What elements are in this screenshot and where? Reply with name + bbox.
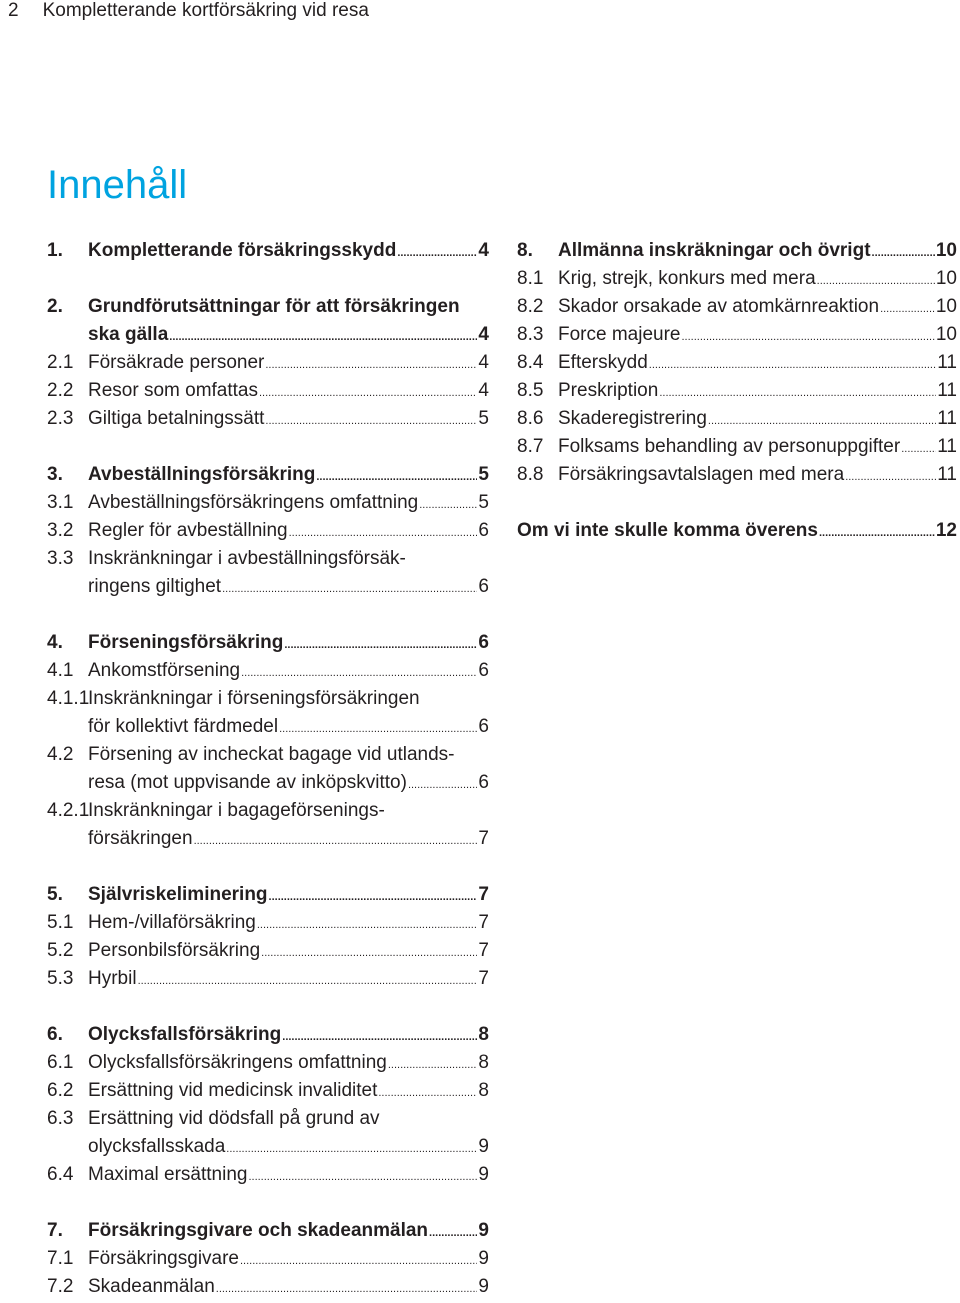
toc-entry-page: 7 — [478, 940, 489, 961]
toc-entry-number: 3.3 — [47, 548, 74, 569]
toc-entry-title: Folksams behandling av personuppgifter — [558, 436, 901, 457]
toc-entry[interactable] — [47, 461, 489, 489]
toc-entry-page: 10 — [935, 296, 957, 317]
toc-section — [47, 461, 489, 601]
toc-section — [47, 237, 489, 265]
toc-entry-number: 4.1.1 — [47, 688, 90, 709]
toc-entry-page: 6 — [478, 632, 489, 653]
toc-entry-page: 7 — [478, 884, 489, 905]
toc-entry-title: Försäkringsgivare och skadeanmälan — [88, 1220, 429, 1241]
toc-entry-title: Skaderegistrering — [558, 408, 707, 429]
toc-entry[interactable] — [47, 713, 489, 741]
dot-leader — [682, 321, 935, 349]
toc-entry[interactable] — [47, 1077, 489, 1105]
toc-entry-number: 8.3 — [517, 324, 544, 345]
toc-entry[interactable] — [47, 741, 489, 769]
toc-entry-title: Allmänna inskräkningar och övrigt — [558, 240, 871, 261]
toc-entry[interactable] — [47, 769, 489, 797]
toc-entry-title: Krig, strejk, konkurs med mera — [558, 268, 816, 289]
toc-entry-page: 11 — [937, 464, 957, 485]
toc-entry-page: 8 — [478, 1052, 489, 1073]
toc-entry-title: Maximal ersättning — [88, 1164, 248, 1185]
toc-entry-number: 7.1 — [47, 1248, 74, 1269]
toc-entry-page: 9 — [478, 1276, 489, 1297]
toc-entry-number: 8.5 — [517, 380, 544, 401]
toc-entry[interactable] — [517, 237, 957, 265]
toc-entry-number: 4.1 — [47, 660, 74, 681]
toc-entry-title: Kompletterande försäkringsskydd — [88, 240, 397, 261]
toc-entry-number: 8.1 — [517, 268, 544, 289]
dot-leader — [408, 769, 477, 797]
toc-entry-page: 4 — [478, 240, 489, 261]
toc-entry-title: Force majeure — [558, 324, 681, 345]
dot-leader — [216, 1273, 478, 1301]
toc-entry[interactable] — [517, 293, 957, 321]
toc-entry-page: 10 — [935, 268, 957, 289]
toc-title: Innehåll — [47, 163, 188, 207]
dot-leader — [284, 629, 477, 657]
dot-leader — [289, 517, 478, 545]
toc-entry[interactable] — [47, 489, 489, 517]
toc-entry-title: Hem-/villaförsäkring — [88, 912, 256, 933]
toc-entry-page: 6 — [478, 520, 489, 541]
toc-entry-title: Inskränkningar i avbeställningsförsäk- — [88, 548, 406, 569]
toc-entry-number: 3. — [47, 464, 63, 485]
toc-entry-page: 11 — [937, 380, 957, 401]
toc-entry-page: 6 — [478, 576, 489, 597]
dot-leader — [708, 405, 936, 433]
toc-entry[interactable] — [47, 797, 489, 825]
toc-entry-title: Ersättning vid medicinsk invaliditet — [88, 1080, 378, 1101]
toc-entry-title: Skador orsakade av atomkärnreaktion — [558, 296, 880, 317]
toc-entry-number: 8.6 — [517, 408, 544, 429]
dot-leader — [241, 657, 477, 685]
toc-entry[interactable] — [517, 405, 957, 433]
dot-leader — [282, 1021, 477, 1049]
dot-leader — [316, 461, 477, 489]
toc-entry[interactable] — [517, 377, 957, 405]
dot-leader — [817, 265, 935, 293]
toc-entry-number: 3.1 — [47, 492, 74, 513]
dot-leader — [261, 937, 477, 965]
toc-entry-page: 4 — [478, 324, 489, 345]
toc-entry-number: 5.1 — [47, 912, 74, 933]
toc-entry-title: resa (mot uppvisande av inköpskvitto) — [88, 772, 407, 793]
toc-entry-title: Grundförutsättningar för att försäkringen — [88, 296, 460, 317]
dot-leader — [845, 461, 936, 489]
toc-entry-page: 12 — [935, 520, 957, 541]
toc-entry-number: 2.2 — [47, 380, 74, 401]
toc-entry-title: Självriskeliminering — [88, 884, 268, 905]
toc-entry-page: 4 — [478, 380, 489, 401]
toc-entry-title: Personbilsförsäkring — [88, 940, 261, 961]
dot-leader — [659, 377, 936, 405]
toc-entry[interactable] — [47, 1133, 489, 1161]
running-header — [8, 0, 369, 22]
dot-leader — [240, 1245, 477, 1273]
toc-entry[interactable] — [47, 237, 489, 265]
toc-entry-page: 9 — [478, 1220, 489, 1241]
toc-entry-title: Olycksfallsförsäkring — [88, 1024, 282, 1045]
toc-entry-number: 6.2 — [47, 1080, 74, 1101]
toc-entry-page: 9 — [478, 1164, 489, 1185]
dot-leader — [279, 713, 477, 741]
toc-entry[interactable] — [47, 545, 489, 573]
dot-leader — [649, 349, 937, 377]
dot-leader — [269, 881, 478, 909]
dot-leader — [226, 1133, 477, 1161]
toc-entry-number: 6.3 — [47, 1108, 74, 1129]
toc-entry-page: 8 — [478, 1080, 489, 1101]
toc-entry-number: 7.2 — [47, 1276, 74, 1297]
toc-entry-number: 6. — [47, 1024, 63, 1045]
toc-entry-page: 6 — [478, 660, 489, 681]
toc-entry-title: Ankomstförsening — [88, 660, 241, 681]
toc-entry-page: 10 — [935, 324, 957, 345]
toc-section — [47, 1217, 489, 1301]
toc-entry-title: Skadeanmälan — [88, 1276, 215, 1297]
toc-entry-number: 8. — [517, 240, 533, 261]
toc-entry-title: Om vi inte skulle komma överens — [517, 520, 818, 541]
toc-entry-number: 3.2 — [47, 520, 74, 541]
toc-entry-title: Hyrbil — [88, 968, 137, 989]
toc-entry[interactable] — [47, 965, 489, 993]
dot-leader — [194, 825, 478, 853]
toc-entry-page: 4 — [478, 352, 489, 373]
toc-section — [47, 1021, 489, 1189]
toc-entry-title: Försäkrade personer — [88, 352, 265, 373]
toc-entry-number: 2. — [47, 296, 63, 317]
dot-leader — [138, 965, 478, 993]
dot-leader — [257, 909, 478, 937]
toc-entry-title: ringens giltighet — [88, 576, 222, 597]
toc-entry-number: 4. — [47, 632, 63, 653]
toc-entry-title: försäkringen — [88, 828, 193, 849]
toc-entry[interactable] — [517, 461, 957, 489]
toc-section — [47, 293, 489, 433]
toc-entry-title: Försäkringsavtalslagen med mera — [558, 464, 845, 485]
toc-entry-title: Avbeställningsförsäkringens omfattning — [88, 492, 419, 513]
toc-entry-title: Regler för avbeställning — [88, 520, 288, 541]
toc-entry[interactable] — [47, 377, 489, 405]
toc-entry-page: 9 — [478, 1248, 489, 1269]
toc-entry-number: 6.1 — [47, 1052, 74, 1073]
toc-entry[interactable] — [47, 1021, 489, 1049]
toc-section — [517, 237, 957, 489]
page-number: 2 — [8, 0, 19, 21]
dot-leader — [901, 433, 936, 461]
toc-entry[interactable] — [47, 881, 489, 909]
toc-entry[interactable] — [47, 909, 489, 937]
toc-entry-page: 5 — [478, 464, 489, 485]
toc-entry[interactable] — [47, 349, 489, 377]
toc-entry-number: 5.3 — [47, 968, 74, 989]
dot-leader — [419, 489, 477, 517]
toc-entry[interactable] — [47, 629, 489, 657]
toc-entry-title: Inskränkningar i bagageförsenings- — [88, 800, 385, 821]
toc-entry-title: olycksfallsskada — [88, 1136, 226, 1157]
toc-entry-number: 4.2 — [47, 744, 74, 765]
dot-leader — [388, 1049, 478, 1077]
toc-entry[interactable] — [47, 293, 489, 321]
toc-entry[interactable] — [47, 321, 489, 349]
toc-entry[interactable] — [517, 321, 957, 349]
toc-entry-number: 7. — [47, 1220, 63, 1241]
toc-entry[interactable] — [47, 825, 489, 853]
toc-entry[interactable] — [47, 1161, 489, 1189]
toc-entry-title: Försäkringsgivare — [88, 1248, 239, 1269]
toc-entry-page: 7 — [478, 828, 489, 849]
dot-leader — [259, 377, 477, 405]
toc-entry-title: ska gälla — [88, 324, 169, 345]
toc-entry-number: 8.2 — [517, 296, 544, 317]
running-title: Kompletterande kortförsäkring vid resa — [42, 0, 369, 21]
toc-entry-page: 8 — [478, 1024, 489, 1045]
toc-entry[interactable] — [47, 405, 489, 433]
toc-entry-number: 5.2 — [47, 940, 74, 961]
dot-leader — [169, 321, 477, 349]
toc-entry-number: 2.3 — [47, 408, 74, 429]
dot-leader — [397, 237, 477, 265]
toc-entry-title: Olycksfallsförsäkringens omfattning — [88, 1052, 387, 1073]
toc-entry-page: 11 — [937, 436, 957, 457]
toc-section — [47, 629, 489, 853]
toc-entry-title: Avbeställningsförsäkring — [88, 464, 316, 485]
toc-entry-number: 8.4 — [517, 352, 544, 373]
toc-entry[interactable] — [47, 657, 489, 685]
toc-entry-number: 8.8 — [517, 464, 544, 485]
toc-entry[interactable] — [47, 685, 489, 713]
toc-entry-title: Ersättning vid dödsfall på grund av — [88, 1108, 380, 1129]
toc-entry[interactable] — [47, 1049, 489, 1077]
toc-entry-number: 4.2.1 — [47, 800, 90, 821]
toc-entry-page: 6 — [478, 772, 489, 793]
dot-leader — [819, 517, 935, 545]
toc-entry-page: 11 — [937, 408, 957, 429]
toc-entry-page: 7 — [478, 912, 489, 933]
dot-leader — [248, 1161, 477, 1189]
toc-section — [47, 881, 489, 993]
toc-entry[interactable] — [517, 265, 957, 293]
toc-entry-title: Försening av incheckat bagage vid utlands- — [88, 744, 455, 765]
toc-entry-page: 5 — [478, 408, 489, 429]
dot-leader — [378, 1077, 477, 1105]
toc-entry-title: för kollektivt färdmedel — [88, 716, 279, 737]
toc-entry[interactable] — [517, 433, 957, 461]
toc-entry-title: Resor som omfattas — [88, 380, 258, 401]
toc-entry-number: 6.4 — [47, 1164, 74, 1185]
toc-entry-page: 6 — [478, 716, 489, 737]
toc-entry-number: 1. — [47, 240, 63, 261]
toc-entry-page: 10 — [935, 240, 957, 261]
toc-entry[interactable] — [517, 517, 957, 545]
toc-entry[interactable] — [47, 517, 489, 545]
toc-entry[interactable] — [517, 349, 957, 377]
toc-entry-page: 9 — [478, 1136, 489, 1157]
toc-entry[interactable] — [47, 1273, 489, 1301]
toc-entry-title: Giltiga betalningssätt — [88, 408, 265, 429]
dot-leader — [872, 237, 935, 265]
dot-leader — [265, 405, 477, 433]
toc-entry-number: 2.1 — [47, 352, 74, 373]
toc-entry-title: Inskränkningar i förseningsförsäkringen — [88, 688, 420, 709]
toc-entry-title: Förseningsförsäkring — [88, 632, 284, 653]
toc-entry-title: Preskription — [558, 380, 659, 401]
toc-entry-page: 7 — [478, 968, 489, 989]
toc-entry-page: 5 — [478, 492, 489, 513]
toc-section — [517, 517, 957, 545]
toc-entry[interactable] — [47, 937, 489, 965]
toc-entry[interactable] — [47, 1105, 489, 1133]
toc-entry-title: Efterskydd — [558, 352, 648, 373]
dot-leader — [265, 349, 477, 377]
toc-entry-number: 8.7 — [517, 436, 544, 457]
dot-leader — [429, 1217, 477, 1245]
toc-entry[interactable] — [47, 1245, 489, 1273]
dot-leader — [880, 293, 935, 321]
toc-entry[interactable] — [47, 573, 489, 601]
toc-entry[interactable] — [47, 1217, 489, 1245]
toc-entry-page: 11 — [937, 352, 957, 373]
dot-leader — [222, 573, 477, 601]
toc-entry-number: 5. — [47, 884, 63, 905]
